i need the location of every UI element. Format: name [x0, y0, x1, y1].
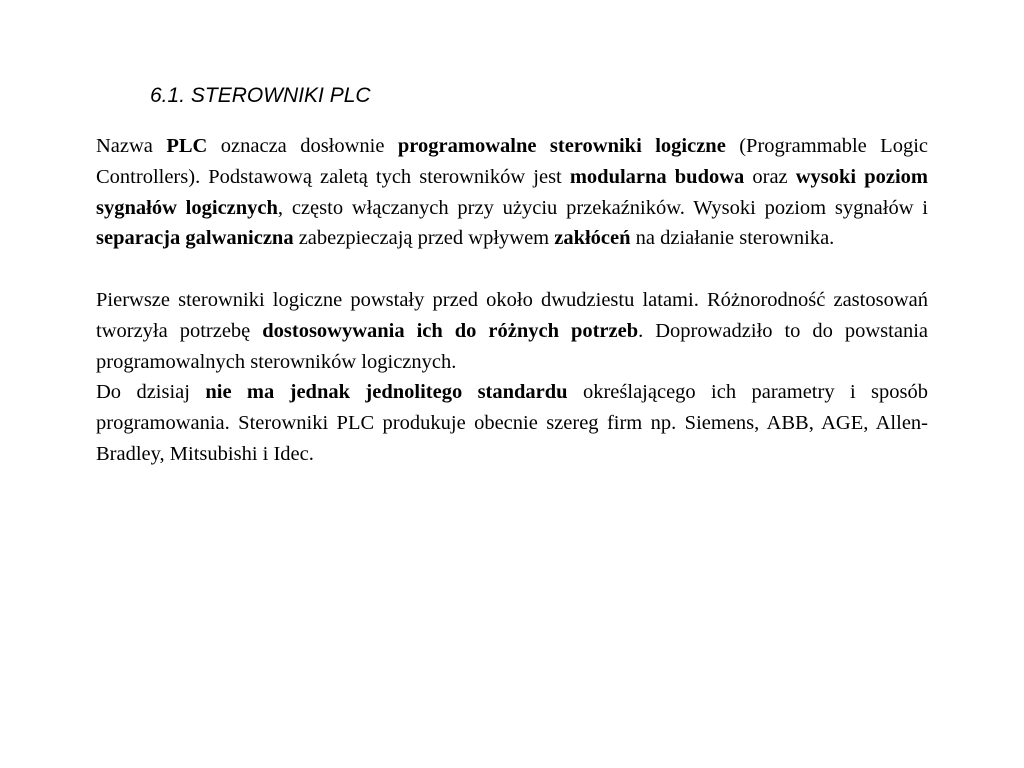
text-segment: na działanie sterownika. — [630, 227, 835, 250]
text-segment-bold: dostosowywania ich do różnych potrzeb — [262, 319, 639, 342]
section-heading: 6.1. STEROWNIKI PLC — [150, 84, 371, 107]
text-segment: oraz — [744, 165, 796, 188]
text-segment: (Programmable Logic Controllers). Podstawową zaletą tych sterowników jest — [96, 135, 928, 188]
text-segment-bold: programowalne sterowniki logiczne — [397, 135, 726, 157]
text-segment: Pierwsze sterowniki logiczne powstały przed około dwudziestu latami. Różnorodność zastosowań tworzyła potrzebę — [96, 288, 928, 342]
text-segment: . Doprowadziło to do powstania programowalnych sterowników logicznych. — [96, 319, 928, 373]
text-segment-bold: modularna budowa — [569, 165, 745, 188]
text-segment: określającego ich parametry i sposób programowania. Sterowniki PLC produkuje obecnie szereg firm np. Siemens, ABB, AGE, Allen-Bradley, Mitsubishi i Idec. — [96, 381, 928, 465]
paragraph-standard — [96, 377, 928, 469]
paragraph-history — [96, 285, 928, 377]
text-segment: , często włączanych przy użyciu przekaźników. Wysoki poziom sygnałów i — [277, 196, 928, 219]
text-segment-bold: zakłóceń — [554, 227, 631, 250]
text-segment: zabezpieczają przed wpływem — [293, 227, 555, 250]
text-segment: Do dzisiaj — [96, 381, 206, 404]
text-segment-bold: nie ma jednak jednolitego standardu — [205, 381, 568, 404]
paragraph-plc-definition — [96, 131, 928, 254]
text-segment-bold: separacja galwaniczna — [96, 227, 294, 250]
body-text — [96, 131, 928, 470]
text-segment: Nazwa — [96, 135, 167, 157]
text-segment-bold: wysoki poziom sygnałów logicznych — [96, 165, 928, 219]
text-segment-bold: PLC — [166, 135, 208, 157]
text-segment: oznacza dosłownie — [207, 135, 398, 157]
